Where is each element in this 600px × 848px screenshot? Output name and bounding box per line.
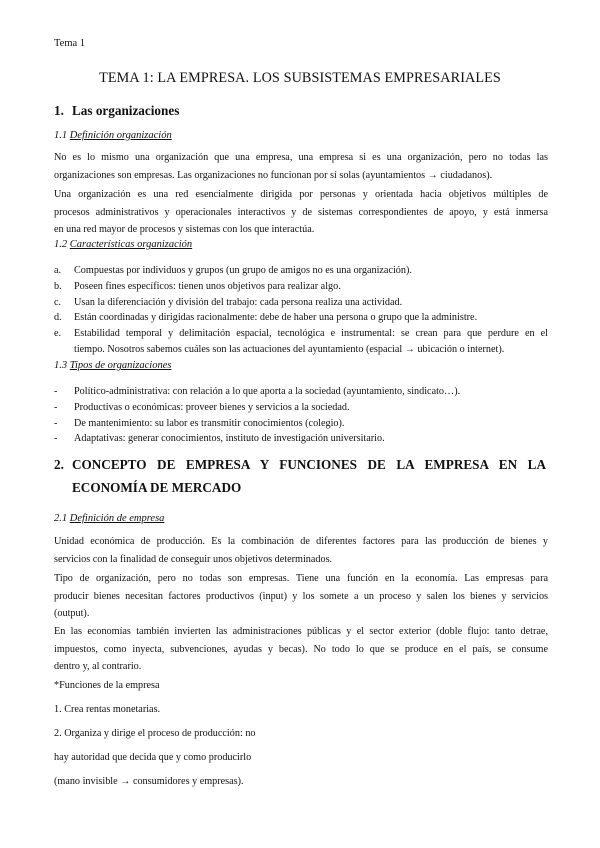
section-title: Las organizaciones (72, 103, 180, 118)
paragraph-line: producir bienes necesitan factores productivos (input) y los somete a un proceso y salen los bienes y servicios (54, 590, 548, 602)
subsection-1-2-heading (54, 239, 192, 250)
section-title: CONCEPTO DE EMPRESA Y FUNCIONES DE LA EMPRESA EN LA (72, 457, 546, 472)
section-2-heading (54, 452, 546, 478)
list-item-text: De mantenimiento: su labor es transmitir conocimientos (colegio). (74, 417, 345, 429)
list-item (54, 279, 548, 295)
subsection-title: Tipos de organizaciones (69, 360, 172, 371)
paragraph (54, 149, 548, 184)
subsection-title: Definición organización (69, 130, 172, 141)
paragraph-line: Unidad económica de producción. Es la combinación de diferentes factores para las producción de bienes y (54, 536, 548, 547)
list-item-text: tiempo. Nosotros sabemos cuáles son las actuaciones del ayuntamiento (espacial → ubicación o internet). (74, 343, 505, 355)
subsection-number: 2.1 (54, 513, 68, 524)
section-1-heading (54, 103, 179, 119)
paragraph-line: en una red mayor de procesos y sistemas con los que interactúa. (54, 224, 315, 235)
characteristics-list (54, 263, 548, 358)
list-marker: - (54, 417, 58, 429)
paragraph-line: No es lo mismo una organización que una empresa, una empresa si es una organización, pero no todas las (54, 152, 548, 163)
paragraph-line: Una organización es una red esencialmente dirigida por personas y orientada hacia objetivos múltiples de (54, 189, 548, 200)
list-marker: a. (54, 265, 62, 276)
list-item (54, 431, 548, 447)
subsection-1-3-heading (54, 360, 171, 371)
paragraph-line: dentro y, al contrario. (54, 661, 142, 672)
subsection-number: 1.1 (54, 130, 68, 141)
paragraph-line: (output). (54, 608, 90, 619)
list-item-text: Adaptativas: generar conocimientos, instituto de investigación universitario. (74, 433, 385, 445)
paragraph-line: impuestos, como inyecta, subvenciones, ayudas y becas). No todo lo que se produce en el país, se consume (54, 643, 548, 655)
list-item-text: Están coordinadas y dirigidas racionalmente: debe de haber una persona o grupo que la administre. (74, 312, 478, 324)
paragraph-line: En las economías también invierten las administraciones públicas y el sector exterior (doble flujo: tanto detrae, (54, 626, 548, 637)
types-list (54, 384, 548, 447)
list-item-text: Usan la diferenciación y división del trabajo: cada persona realiza una actividad. (74, 296, 403, 308)
paragraph-line: Tipo de organización, pero no todas son empresas. Tiene una función en la economía. Las empresas para (54, 573, 548, 584)
document-title: TEMA 1: LA EMPRESA. LOS SUBSISTEMAS EMPRESARIALES (99, 70, 501, 86)
list-marker: c. (54, 296, 62, 308)
subsection-number: 1.2 (54, 239, 68, 250)
list-item (54, 295, 548, 311)
subsection-2-1-heading (54, 513, 164, 524)
list-item (54, 326, 548, 358)
list-marker: - (54, 433, 58, 445)
list-item-text: Político-administrativa: con relación a lo que aporta a la sociedad (ayuntamiento, sindicato…). (74, 386, 461, 397)
list-item (54, 384, 548, 400)
list-marker: - (54, 386, 58, 397)
list-item (54, 416, 548, 432)
list-marker: - (54, 401, 58, 413)
function-item-continued: (mano invisible → consumidores y empresas). (54, 776, 244, 787)
function-item-continued: hay autoridad que decida que y como producirlo (54, 752, 252, 763)
paragraph (54, 623, 548, 676)
function-item: 2. Organiza y dirige el proceso de producción: no (54, 728, 256, 739)
list-marker: b. (54, 280, 62, 292)
paragraph-line: organizaciones son empresas. Las organizaciones no funcionan por sí solas (ayuntamientos → ciudadanos). (54, 169, 493, 181)
function-item: 1. Crea rentas monetarias. (54, 704, 161, 715)
list-item-text: Poseen fines específicos: tienen unos objetivos para realizar algo. (74, 280, 341, 292)
subsection-number: 1.3 (54, 360, 68, 371)
list-item (54, 400, 548, 416)
subsection-title: Características organización (69, 239, 193, 250)
section-2-title-line1 (54, 452, 546, 478)
paragraph-line: procesos administrativos y operacionales interactivos y de sistemas correspondientes de apoyo, y está inmersa (54, 206, 548, 218)
list-item-text: Compuestas por individuos y grupos (un grupo de amigos no es una organización). (74, 265, 412, 276)
list-marker: d. (54, 312, 62, 324)
page-header: Tema 1 (54, 38, 86, 49)
functions-heading: *Funciones de la empresa (54, 680, 160, 691)
subsection-title: Definición de empresa (69, 513, 165, 524)
paragraph (54, 533, 548, 568)
section-number: 1. (54, 103, 64, 118)
list-item (54, 263, 548, 279)
section-2-title-line2: ECONOMÍA DE MERCADO (72, 480, 242, 495)
paragraph (54, 570, 548, 623)
section-number: 2. (54, 457, 64, 472)
subsection-1-1-heading (54, 130, 172, 141)
list-item-text: Estabilidad temporal y delimitación espacial, tecnológica e instrumental: se crean para que perdure en el (74, 328, 548, 340)
list-item-text: Productivas o económicas: proveer bienes y servicios a la sociedad. (74, 401, 350, 413)
list-item (54, 310, 548, 326)
paragraph (54, 186, 548, 239)
list-marker: e. (54, 328, 62, 340)
paragraph-line: servicios con la finalidad de conseguir unos objetivos determinados. (54, 553, 333, 565)
